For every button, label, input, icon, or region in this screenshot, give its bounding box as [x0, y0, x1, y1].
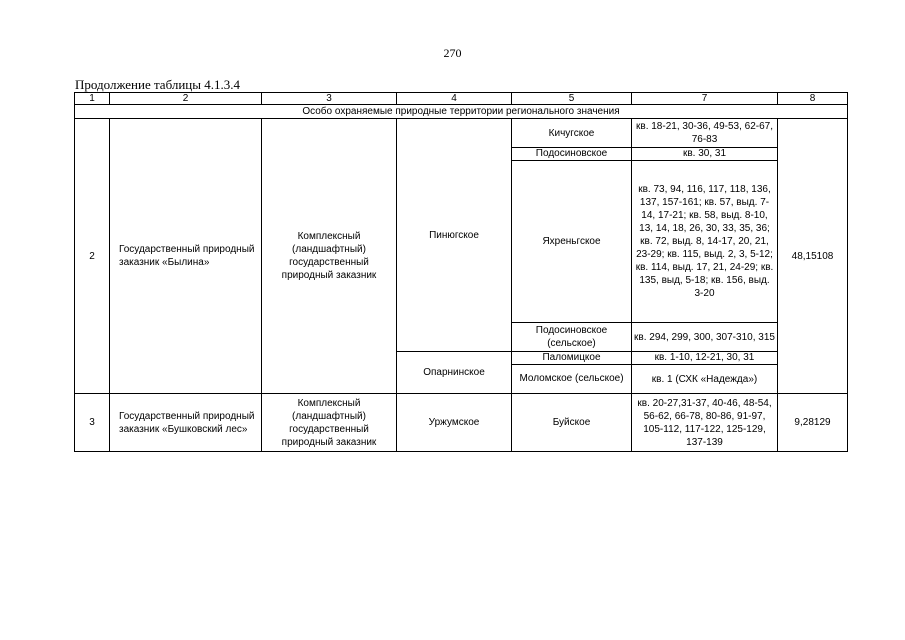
reserve-name: Государственный природный заказник «Бушковский лес» — [110, 394, 262, 452]
row-number: 2 — [75, 119, 110, 394]
forestry-cell: Подосиновское — [512, 148, 632, 161]
reserve-type: Комплексный (ландшафтный) государственный природный заказник — [262, 394, 397, 452]
quarters-cell: кв. 1-10, 12-21, 30, 31 — [632, 352, 778, 365]
forestry-cell: Подосиновское (сельское) — [512, 323, 632, 352]
forestry-cell: Буйское — [512, 394, 632, 452]
section-row — [75, 105, 848, 119]
area-cell: 9,28129 — [778, 394, 848, 452]
header-cell: 4 — [397, 93, 512, 105]
header-cell: 1 — [75, 93, 110, 105]
reserve-type: Комплексный (ландшафтный) государственный природный заказник — [262, 119, 397, 394]
header-cell: 5 — [512, 93, 632, 105]
district-cell: Опарнинское — [397, 352, 512, 394]
quarters-cell: кв. 73, 94, 116, 117, 118, 136, 137, 157-161; кв. 57, выд. 7-14, 17-21; кв. 58, выд. 8-10, 13, 14, 18, 26, 30, 33, 35, 36; кв. 72, выд. 8, 14-17, 20, 21, 23-29; кв. 115, выд. 2, 3, 5-12; кв. 114, выд. 17, 21, 24-29; кв. 135, выд, 5-18; кв. 156, выд. 3-20 — [632, 161, 778, 323]
reserve-name: Государственный природный заказник «Былина» — [110, 119, 262, 394]
quarters-cell: кв. 294, 299, 300, 307-310, 315 — [632, 323, 778, 352]
forestry-cell: Моломское (сельское) — [512, 365, 632, 394]
section-title: Особо охраняемые природные территории регионального значения — [75, 105, 848, 119]
table-row — [75, 119, 848, 148]
header-cell: 3 — [262, 93, 397, 105]
table-row — [75, 394, 848, 452]
area-cell: 48,15108 — [778, 119, 848, 394]
row-number: 3 — [75, 394, 110, 452]
district-cell: Пинюгское — [397, 119, 512, 352]
table-caption: Продолжение таблицы 4.1.3.4 — [75, 77, 240, 92]
quarters-cell: кв. 18-21, 30-36, 49-53, 62-67, 76-83 — [632, 119, 778, 148]
quarters-cell: кв. 1 (СХК «Надежда») — [632, 365, 778, 394]
header-cell: 2 — [110, 93, 262, 105]
reserves-table — [74, 92, 848, 452]
forestry-cell: Паломицкое — [512, 352, 632, 365]
column-number-row — [75, 93, 848, 105]
district-cell: Уржумское — [397, 394, 512, 452]
quarters-cell: кв. 30, 31 — [632, 148, 778, 161]
forestry-cell: Яхреньгское — [512, 161, 632, 323]
header-cell: 7 — [632, 93, 778, 105]
header-cell: 8 — [778, 93, 848, 105]
quarters-cell: кв. 20-27,31-37, 40-46, 48-54, 56-62, 66-78, 80-86, 91-97, 105-112, 117-122, 125-129, 137-139 — [632, 394, 778, 452]
forestry-cell: Кичугское — [512, 119, 632, 148]
page-number: 270 — [443, 46, 462, 60]
